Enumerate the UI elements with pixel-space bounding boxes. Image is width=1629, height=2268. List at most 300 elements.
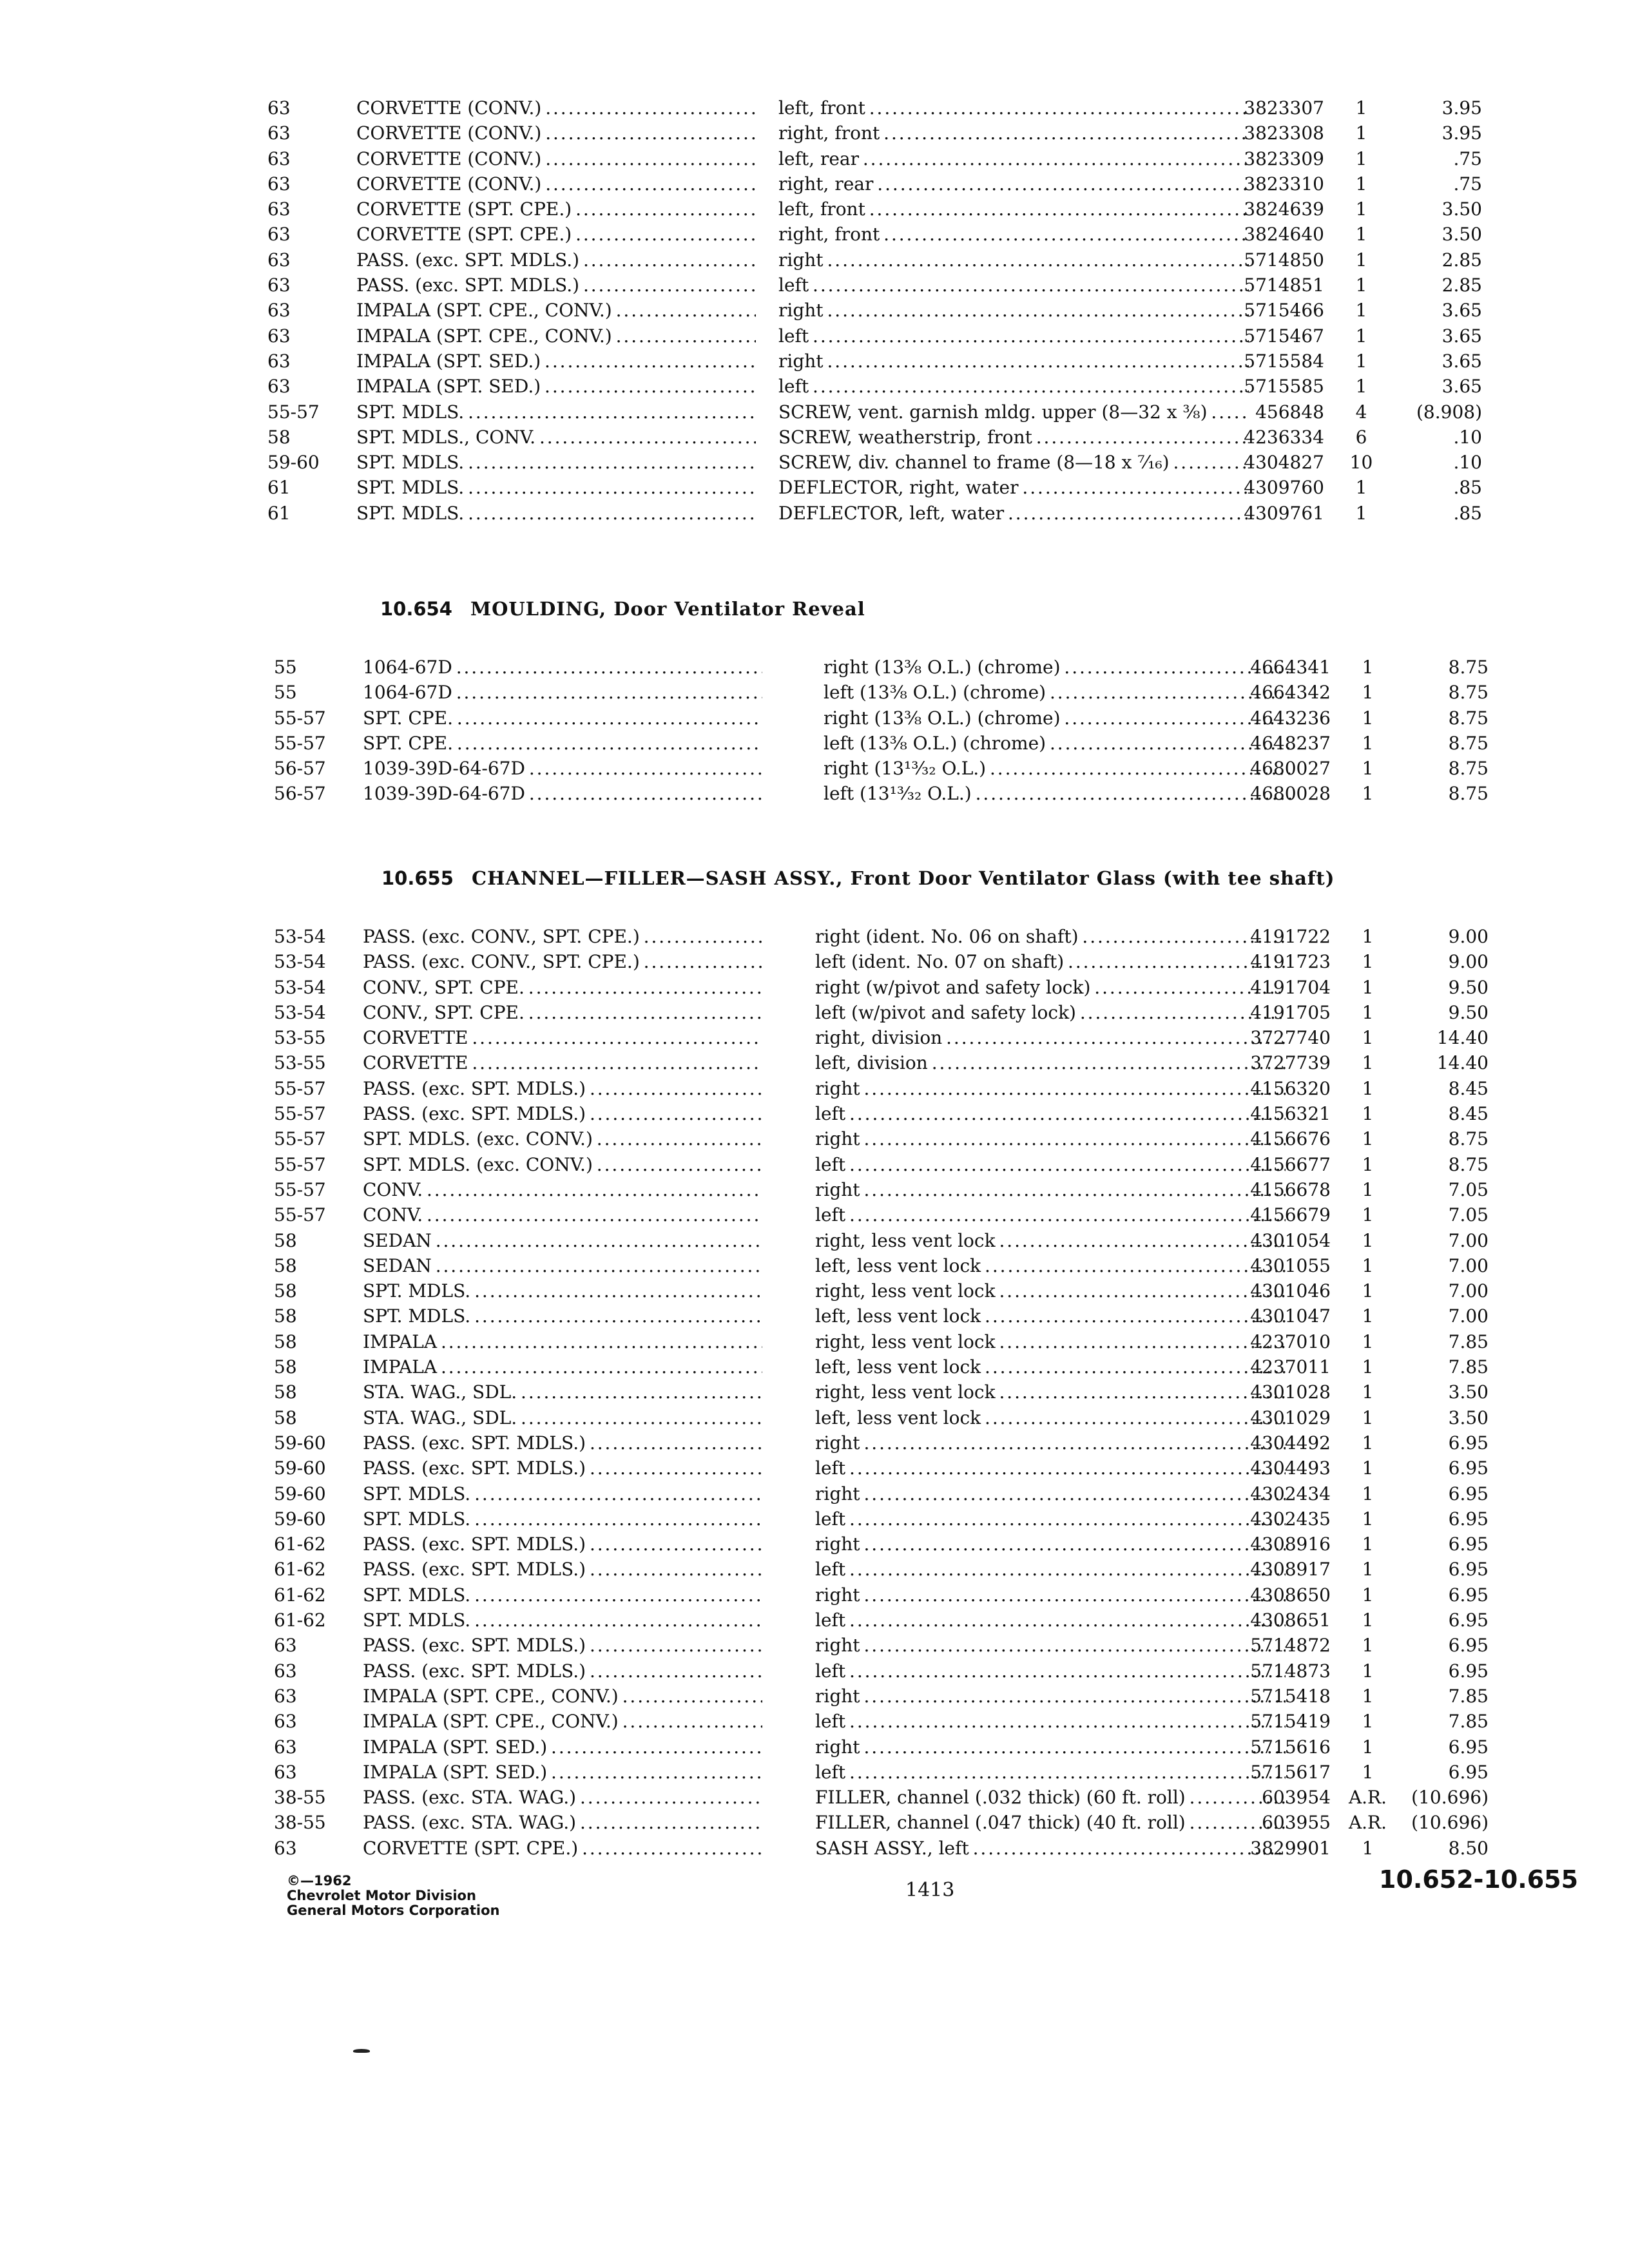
quantity-cell-text: 1 [1362, 1483, 1374, 1504]
quantity-cell-text: 1 [1362, 1229, 1374, 1251]
part-number-cell-text: 5715616 [1250, 1736, 1331, 1758]
quantity-cell-text: 1 [1362, 1027, 1374, 1049]
price-cell [1385, 197, 1482, 222]
model-cell-text: CONV. [363, 1204, 423, 1226]
description-cell [815, 1202, 1286, 1227]
price-cell-text: (10.696) [1411, 1787, 1489, 1809]
part-number-cell-text: 4237011 [1250, 1356, 1331, 1378]
table-row [6, 781, 1629, 806]
quantity-cell-text: 1 [1355, 224, 1367, 245]
table-row [6, 975, 1629, 1000]
year-cell-text: 55-57 [274, 1178, 326, 1200]
model-cell-text: IMPALA (SPT. SED.) [363, 1761, 548, 1783]
year-cell-text: 53-55 [274, 1052, 326, 1074]
description-cell-text: left (ident. No. 07 on shaft) [815, 951, 1065, 973]
table-row [6, 1000, 1629, 1025]
model-cell-text: PASS. (exc. SPT. MDLS.) [363, 1077, 586, 1099]
quantity-cell [1337, 501, 1385, 526]
section-title: MOULDING, Door Ventilator Reveal [470, 598, 865, 620]
quantity-cell-text: 1 [1362, 926, 1374, 947]
part-number-cell-text: 4156679 [1250, 1204, 1331, 1226]
table-row [0, 501, 1629, 526]
price-cell [1392, 1785, 1489, 1810]
year-cell-text: 63 [267, 97, 291, 119]
description-cell [815, 1405, 1286, 1430]
year-cell [267, 273, 345, 298]
quantity-cell [1337, 349, 1385, 374]
year-cell [274, 1253, 351, 1278]
model-cell [363, 1481, 762, 1506]
year-cell [274, 1126, 351, 1151]
table-row [6, 1810, 1629, 1835]
description-cell [778, 349, 1249, 374]
description-cell [778, 399, 1249, 425]
description-cell [815, 1025, 1286, 1050]
price-cell-text: 7.85 [1448, 1356, 1489, 1378]
description-cell-text: SCREW, vent. garnish mldg. upper (8—32 x ⅜) [778, 401, 1208, 423]
price-cell-text: 3.50 [1448, 1381, 1489, 1403]
model-cell-text: CORVETTE (CONV.) [356, 122, 542, 144]
model-cell [363, 1379, 762, 1405]
model-cell-text: SPT. CPE. [363, 732, 453, 754]
model-cell-text: 1039-39D-64-67D [363, 758, 525, 780]
part-number-cell [1221, 1177, 1331, 1202]
model-cell [356, 374, 756, 399]
part-number-cell [1221, 1278, 1331, 1303]
quantity-cell [1337, 475, 1385, 500]
description-cell [778, 374, 1249, 399]
price-cell [1392, 756, 1489, 781]
quantity-cell [1337, 298, 1385, 323]
quantity-cell [1344, 1025, 1392, 1050]
model-cell [356, 222, 756, 247]
quantity-cell [1344, 1582, 1392, 1608]
year-cell-text: 58 [274, 1254, 297, 1276]
model-cell [363, 655, 762, 680]
year-cell [267, 146, 345, 171]
year-cell-text: 61-62 [274, 1533, 326, 1555]
price-cell-text: 6.95 [1448, 1457, 1489, 1479]
model-cell [356, 171, 756, 197]
model-cell [363, 1430, 762, 1456]
model-cell [363, 1354, 762, 1379]
table-row [0, 171, 1629, 197]
year-cell-text: 61 [267, 477, 291, 499]
description-cell [815, 1177, 1286, 1202]
price-cell-text: 3.65 [1441, 376, 1482, 398]
quantity-cell-text: 1 [1355, 376, 1367, 398]
year-cell [274, 1608, 351, 1633]
description-cell-text: left (13⅜ O.L.) (chrome) [824, 732, 1046, 754]
description-cell [815, 1329, 1286, 1354]
description-cell-text: DEFLECTOR, right, water [778, 477, 1019, 499]
quantity-cell-text: 1 [1362, 1356, 1374, 1378]
part-number-cell-text: 3823308 [1244, 122, 1324, 144]
price-cell [1392, 1684, 1489, 1709]
description-cell-text: left, division [815, 1052, 928, 1074]
table-row [6, 1126, 1629, 1151]
year-cell [274, 1506, 351, 1532]
price-cell-text: 3.65 [1441, 350, 1482, 372]
table-row [6, 756, 1629, 781]
part-number-cell-text: 4301054 [1250, 1229, 1331, 1251]
price-cell-text: 7.00 [1448, 1229, 1489, 1251]
year-cell-text: 63 [274, 1660, 297, 1682]
quantity-cell-text: 1 [1362, 1584, 1374, 1606]
description-cell [815, 1303, 1286, 1329]
table-row [0, 450, 1629, 475]
price-cell [1392, 949, 1489, 974]
description-cell-text: FILLER, channel (.047 thick) (40 ft. roll) [815, 1812, 1186, 1834]
price-cell [1392, 1735, 1489, 1760]
quantity-cell-text: A.R. [1348, 1812, 1387, 1834]
description-cell-text: left [815, 1204, 846, 1226]
description-cell-text: left, front [778, 97, 865, 119]
price-cell [1392, 1658, 1489, 1684]
description-cell-text: right, front [778, 122, 880, 144]
price-cell [1392, 1379, 1489, 1405]
part-number-cell [1221, 1329, 1331, 1354]
description-cell-text: right (ident. No. 06 on shaft) [815, 926, 1079, 947]
description-cell-text: right [815, 1584, 860, 1606]
model-cell-text: STA. WAG., SDL. [363, 1407, 517, 1428]
price-cell [1392, 975, 1489, 1000]
year-cell-text: 55-57 [274, 732, 326, 754]
description-cell [778, 146, 1249, 171]
model-cell-text: 1039-39D-64-67D [363, 783, 525, 805]
description-cell [815, 975, 1286, 1000]
quantity-cell-text: 1 [1362, 1305, 1374, 1327]
part-number-cell-text: 4156677 [1250, 1153, 1331, 1175]
model-cell [363, 731, 762, 756]
description-cell-text: left [778, 376, 809, 398]
price-cell-text: 6.95 [1448, 1559, 1489, 1581]
table-row [6, 1557, 1629, 1582]
model-cell [363, 1810, 762, 1835]
model-cell-text: PASS. (exc. SPT. MDLS.) [363, 1559, 586, 1581]
year-cell [274, 781, 351, 806]
price-cell [1385, 475, 1482, 500]
part-number-cell [1221, 1481, 1331, 1506]
quantity-cell-text: 1 [1362, 783, 1374, 805]
part-number-cell-text: 4308651 [1250, 1610, 1331, 1631]
model-cell-text: CORVETTE [363, 1052, 468, 1074]
price-cell-text: 6.95 [1448, 1736, 1489, 1758]
description-cell [815, 1430, 1286, 1456]
quantity-cell-text: 1 [1362, 732, 1374, 754]
year-cell [274, 1025, 351, 1050]
quantity-cell [1344, 731, 1392, 756]
quantity-cell [1344, 1228, 1392, 1253]
price-cell [1385, 425, 1482, 450]
part-number-cell [1221, 1228, 1331, 1253]
quantity-cell-text: 1 [1362, 1559, 1374, 1581]
model-cell [363, 1760, 762, 1785]
part-number-cell-text: 4156676 [1250, 1128, 1331, 1150]
quantity-cell [1337, 450, 1385, 475]
model-cell [363, 756, 762, 781]
description-cell [815, 1506, 1286, 1532]
table-row [6, 1152, 1629, 1177]
table-row [6, 1076, 1629, 1101]
part-number-cell [1221, 756, 1331, 781]
price-cell [1385, 171, 1482, 197]
price-cell-text: .75 [1453, 173, 1482, 195]
part-number-cell-text: 4309760 [1244, 477, 1324, 499]
quantity-cell [1344, 1735, 1392, 1760]
description-cell [778, 298, 1249, 323]
quantity-cell-text: 1 [1355, 477, 1367, 499]
part-number-cell [1221, 1303, 1331, 1329]
part-number-cell-text: 603954 [1262, 1787, 1331, 1809]
part-number-cell-text: 4156320 [1250, 1077, 1331, 1099]
price-cell-text: 7.00 [1448, 1280, 1489, 1302]
quantity-cell [1344, 1329, 1392, 1354]
model-cell-text: CORVETTE (SPT. CPE.) [356, 224, 572, 245]
table-row [6, 924, 1629, 949]
year-cell-text: 63 [274, 1635, 297, 1657]
model-cell [363, 1329, 762, 1354]
quantity-cell [1344, 655, 1392, 680]
description-cell-text: right, less vent lock [815, 1331, 996, 1352]
quantity-cell [1344, 949, 1392, 974]
description-cell-text: right (13⅜ O.L.) (chrome) [824, 657, 1061, 678]
description-cell-text: right [778, 300, 824, 322]
description-cell [815, 1456, 1286, 1481]
quantity-cell-text: 1 [1362, 1103, 1374, 1125]
description-cell-text: right (13¹³⁄₃₂ O.L.) [824, 758, 987, 780]
part-number-cell-text: 3824639 [1244, 198, 1324, 220]
part-number-cell [1215, 146, 1324, 171]
part-number-cell-text: 4302435 [1250, 1508, 1331, 1530]
model-cell [363, 1557, 762, 1582]
description-cell-text: left [815, 1153, 846, 1175]
table-row [6, 1785, 1629, 1810]
part-number-cell-text: 4308917 [1250, 1559, 1331, 1581]
price-cell [1392, 655, 1489, 680]
model-cell [363, 1735, 762, 1760]
part-number-cell [1221, 1354, 1331, 1379]
model-cell [363, 1101, 762, 1126]
year-cell [274, 1329, 351, 1354]
model-cell [363, 1278, 762, 1303]
year-cell-text: 55-57 [274, 1077, 326, 1099]
year-cell [274, 1633, 351, 1658]
price-cell [1392, 731, 1489, 756]
quantity-cell [1344, 1709, 1392, 1734]
description-cell [815, 1126, 1286, 1151]
quantity-cell-text: A.R. [1348, 1787, 1387, 1809]
quantity-cell [1337, 197, 1385, 222]
model-cell [356, 197, 756, 222]
quantity-cell [1337, 247, 1385, 273]
price-cell-text: 8.75 [1448, 1153, 1489, 1175]
table-row [0, 399, 1629, 425]
price-cell-text: .85 [1453, 502, 1482, 524]
quantity-cell [1344, 924, 1392, 949]
model-cell [356, 273, 756, 298]
year-cell [274, 756, 351, 781]
quantity-cell [1344, 1050, 1392, 1075]
description-cell-text: left, less vent lock [815, 1407, 981, 1428]
year-cell [274, 1000, 351, 1025]
part-number-cell [1221, 975, 1331, 1000]
part-number-cell [1221, 1025, 1331, 1050]
part-number-cell [1215, 374, 1324, 399]
description-cell-text: left [778, 274, 809, 296]
model-cell-text: IMPALA (SPT. SED.) [356, 376, 541, 398]
description-cell [815, 1709, 1286, 1734]
model-cell-text: STA. WAG., SDL. [363, 1381, 517, 1403]
part-number-cell [1221, 731, 1331, 756]
part-number-cell [1221, 1101, 1331, 1126]
quantity-cell-text: 1 [1355, 350, 1367, 372]
model-cell [363, 1532, 762, 1557]
part-number-cell [1215, 475, 1324, 500]
year-cell [274, 1050, 351, 1075]
year-cell [274, 1785, 351, 1810]
price-cell-text: 3.50 [1441, 224, 1482, 245]
year-cell-text: 59-60 [267, 452, 320, 474]
description-cell [815, 1582, 1286, 1608]
model-cell [363, 706, 762, 731]
year-cell-text: 55 [274, 682, 297, 704]
table-row [6, 1177, 1629, 1202]
year-cell-text: 53-54 [274, 1001, 326, 1023]
part-number-cell-text: 5715466 [1244, 300, 1324, 322]
price-cell-text: 14.40 [1436, 1027, 1489, 1049]
price-cell-text: 8.75 [1448, 657, 1489, 678]
part-number-cell [1215, 399, 1324, 425]
description-cell-text: left [815, 1508, 846, 1530]
part-number-cell-text: 3727740 [1250, 1027, 1331, 1049]
description-cell-text: right [815, 1128, 860, 1150]
part-number-cell-text: 5714872 [1250, 1635, 1331, 1657]
part-number-cell [1221, 1405, 1331, 1430]
year-cell [274, 1354, 351, 1379]
price-cell-text: 6.95 [1448, 1533, 1489, 1555]
model-cell-text: SPT. MDLS. [363, 1584, 471, 1606]
description-cell-text: right, less vent lock [815, 1381, 996, 1403]
price-cell [1385, 95, 1482, 120]
part-number-cell-text: 4301055 [1250, 1254, 1331, 1276]
model-cell-text: SEDAN [363, 1229, 432, 1251]
model-cell-text: CORVETTE [363, 1027, 468, 1049]
price-cell-text: 2.85 [1441, 249, 1482, 271]
quantity-cell-text: 1 [1362, 1660, 1374, 1682]
quantity-cell-text: 1 [1362, 1204, 1374, 1226]
part-number-cell [1215, 501, 1324, 526]
part-number-cell-text: 5715467 [1244, 325, 1324, 347]
part-number-cell-text: 4237010 [1250, 1331, 1331, 1352]
year-cell-text: 63 [267, 224, 291, 245]
table-row [0, 323, 1629, 349]
year-cell-text: 55-57 [274, 1204, 326, 1226]
part-number-cell-text: 4301028 [1250, 1381, 1331, 1403]
section-heading-10-655 [381, 867, 1335, 889]
year-cell [274, 1405, 351, 1430]
price-cell-text: 8.50 [1448, 1837, 1489, 1859]
year-cell [274, 1557, 351, 1582]
price-cell-text: .10 [1453, 452, 1482, 474]
part-number-cell [1215, 273, 1324, 298]
price-cell-text: 7.00 [1448, 1305, 1489, 1327]
year-cell [274, 1658, 351, 1684]
part-number-cell [1221, 1202, 1331, 1227]
year-cell-text: 63 [267, 122, 291, 144]
price-cell-text: 3.50 [1441, 198, 1482, 220]
quantity-cell-text: 1 [1362, 1254, 1374, 1276]
model-cell [363, 1709, 762, 1734]
quantity-cell [1337, 222, 1385, 247]
description-cell [778, 475, 1249, 500]
year-cell [267, 399, 345, 425]
model-cell [363, 1303, 762, 1329]
description-cell [778, 222, 1249, 247]
price-cell-text: 8.45 [1448, 1077, 1489, 1099]
quantity-cell [1344, 1126, 1392, 1151]
quantity-cell [1337, 146, 1385, 171]
description-cell-text: right, front [778, 224, 880, 245]
quantity-cell-text: 1 [1355, 173, 1367, 195]
model-cell [363, 1253, 762, 1278]
part-number-cell [1215, 197, 1324, 222]
model-cell-text: SPT. CPE. [363, 707, 453, 729]
model-cell [363, 1633, 762, 1658]
price-cell [1392, 1430, 1489, 1456]
part-number-cell-text: 4301047 [1250, 1305, 1331, 1327]
price-cell [1392, 1025, 1489, 1050]
description-cell-text: right [778, 249, 824, 271]
part-number-cell [1215, 222, 1324, 247]
part-number-cell-text: 3823309 [1244, 148, 1324, 169]
part-number-cell [1221, 1050, 1331, 1075]
price-cell [1392, 1532, 1489, 1557]
part-number-cell [1215, 298, 1324, 323]
year-cell-text: 55-57 [267, 401, 320, 423]
table-row [6, 1253, 1629, 1278]
part-number-cell [1215, 95, 1324, 120]
price-cell [1385, 374, 1482, 399]
year-cell [274, 1456, 351, 1481]
year-cell-text: 61 [267, 502, 291, 524]
quantity-cell-text: 1 [1362, 1610, 1374, 1631]
part-number-cell [1221, 1076, 1331, 1101]
year-cell [274, 1684, 351, 1709]
model-cell [356, 247, 756, 273]
quantity-cell [1344, 1557, 1392, 1582]
price-cell-text: 8.75 [1448, 1128, 1489, 1150]
price-cell [1385, 298, 1482, 323]
model-cell [363, 1608, 762, 1633]
description-cell-text: SASH ASSY., left [815, 1837, 969, 1859]
table-row [6, 1354, 1629, 1379]
year-cell-text: 63 [267, 300, 291, 322]
description-cell [815, 924, 1286, 949]
table-row [6, 1506, 1629, 1532]
part-number-cell [1221, 1253, 1331, 1278]
part-number-cell-text: 3823310 [1244, 173, 1324, 195]
description-cell [778, 95, 1249, 120]
description-cell [778, 450, 1249, 475]
price-cell-text: 6.95 [1448, 1635, 1489, 1657]
description-cell-text: left [815, 1103, 846, 1125]
quantity-cell-text: 1 [1362, 682, 1374, 704]
price-cell [1385, 501, 1482, 526]
section-heading-10-654 [380, 598, 865, 620]
description-cell [815, 1658, 1286, 1684]
part-number-cell-text: 4156321 [1250, 1103, 1331, 1125]
